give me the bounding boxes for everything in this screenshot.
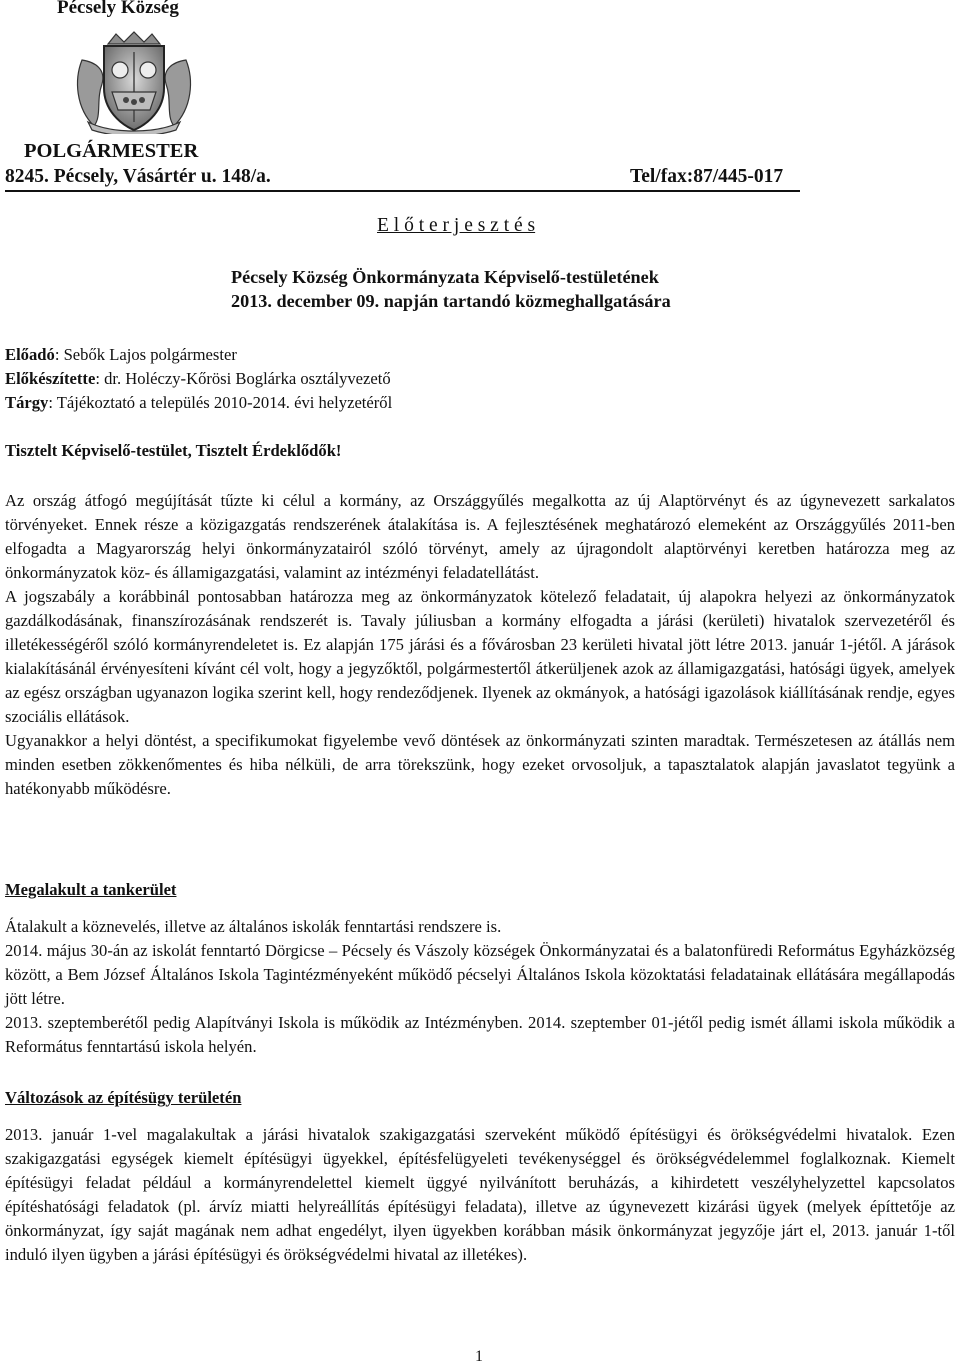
- proposal-line-1: Pécsely Község Önkormányzata Képviselő-testületének: [231, 267, 659, 287]
- paragraph: Átalakult a köznevelés, illetve az általános iskolák fenntartási rendszere is.: [5, 917, 502, 936]
- prepared-label: Előkészítette: [5, 369, 96, 388]
- section-heading-tankerulet: Megalakult a tankerület: [5, 880, 177, 899]
- intro-text: [5, 489, 955, 801]
- presenter-line: [5, 343, 237, 366]
- office-title: POLGÁRMESTER: [24, 140, 199, 162]
- municipality-name: Pécsely Község: [57, 0, 179, 18]
- proposal-title: E l ő t e r j e s z t é s: [377, 215, 536, 236]
- section-2-text: [5, 1123, 955, 1267]
- paragraph: 2013. január 1-vel magalakultak a járási hivatalok szakigazgatási szerveként működő építésügyi és örökségvédelmi hivatalok. Ezen szakigazgatási egységek kiemelt építésügyi ügyekkel, építésfelügyeleti tevékenységgel és örökségvédelemmel foglalkoznak. Kiemelt építésügyi feladat például a kormányrendelettel kiemelt üggyé nyilvánított beruházás, a kihirdetett veszélyhelyzettel kapcsolatos építéshatósági feladatok (pl. árvíz miatti helyreállítás építésügyi feladata), illetve az úgynevezett kizárási ügyek (melyek építtetője az önkormányzat, így saját magának nem adhat engedélyt, ilyen ügyekben korábban másik önkormányzat jegyzője járt el, 2013. január 1-től induló ilyen ügyben a járási építésügyi és örökségvédelmi hivatal az illetékes).: [5, 1125, 955, 1264]
- paragraph: Ugyanakkor a helyi döntést, a specifikumokat figyelembe vevő döntések az önkormányzati szinten maradtak. Természetesen az átállás nem minden esetben zökkenőmentes és hiba nélküli, de arra törekszünk, hogy ezeket orvosoljuk, a tapasztalatok alapján javaslatot tegyünk a hatékonyabb működésre.: [5, 731, 955, 798]
- paragraph: 2013. szeptemberétől pedig Alapítványi Iskola is működik az Intézményben. 2014. szeptember 01-jétől pedig ismét állami iskola működik a Református fenntartású iskola helyén.: [5, 1013, 955, 1056]
- paragraph: A jogszabály a korábbinál pontosabban határozza meg az önkormányzatok kötelező feladatait, új alapokra helyezi az önkormányzatok gazdálkodásának, finanszírozásának rendszerét is. Tavaly júliusban a kormány elfogadta a járási (kerületi) hivatalok szervezetéről és illetékességéről szóló kormányrendeletet is. Ez alapján 175 járási és a fővárosban 23 kerületi hivatal jött létre 2013. január 1-jétől. A járások kialakításánál érvényesíteni kívánt cél volt, hogy a jegyzőktől, polgármestertől átkerüljenek azok az államigazgatási, hatósági ügyek, amelyek az egész országban ugyanazon logika szerint kell, hogy rendeződjenek. Ilyenek az okmányok, a hatósági igazolások kiállításának rendje, egyes szociális ellátások.: [5, 587, 955, 726]
- paragraph: Az ország átfogó megújítását tűzte ki célul a kormány, az Országgyűlés megalkotta az új Alaptörvényt és az úgynevezett sarkalatos törvényeket. Ennek része a közigazgatás rendszerének átalakítása is. A fejlesztésének meghatározó elemeként az Országgyűlés 2011-ben elfogadta a Magyarország helyi önkormányzatairól szóló törvényt, amely az újragondolt alaptörvényi keretben határozza meg az önkormányzatok köz- és államigazgatási, valamint az intézményi feladatellátást.: [5, 491, 955, 582]
- subject-value: : Tájékoztató a település 2010-2014. évi helyzetéről: [48, 393, 393, 412]
- prepared-line: [5, 367, 391, 390]
- phone-fax: Tel/fax:87/445-017: [630, 166, 784, 187]
- proposal-line-2: 2013. december 09. napján tartandó közmeghallgatására: [231, 291, 671, 311]
- page-number: 1: [475, 1348, 483, 1365]
- salutation: Tisztelt Képviselő-testület, Tisztelt Érdeklődők!: [5, 441, 342, 460]
- paragraph: 2014. május 30-án az iskolát fenntartó Dörgicse – Pécsely és Vászoly községek Önkormányzatai és a balatonfüredi Református Egyházközség között, a Bem József Általános Iskola Tagintézményeként működő pécselyi Általános Iskola közoktatási feladatainak ellátására megállapodás jött létre.: [5, 941, 955, 1008]
- section-1-text: [5, 915, 955, 1059]
- presenter-value: : Sebők Lajos polgármester: [54, 345, 237, 364]
- address: 8245. Pécsely, Vásártér u. 148/a.: [5, 166, 271, 187]
- presenter-label: Előadó: [5, 345, 55, 364]
- coat-of-arms-logo: [72, 30, 196, 134]
- header-divider: [5, 190, 800, 192]
- prepared-value: : dr. Holéczy-Kőrösi Boglárka osztályvezető: [95, 369, 391, 388]
- section-heading-epitesugy: Változások az építésügy területén: [5, 1088, 242, 1107]
- subject-line: [5, 391, 392, 414]
- subject-label: Tárgy: [5, 393, 49, 412]
